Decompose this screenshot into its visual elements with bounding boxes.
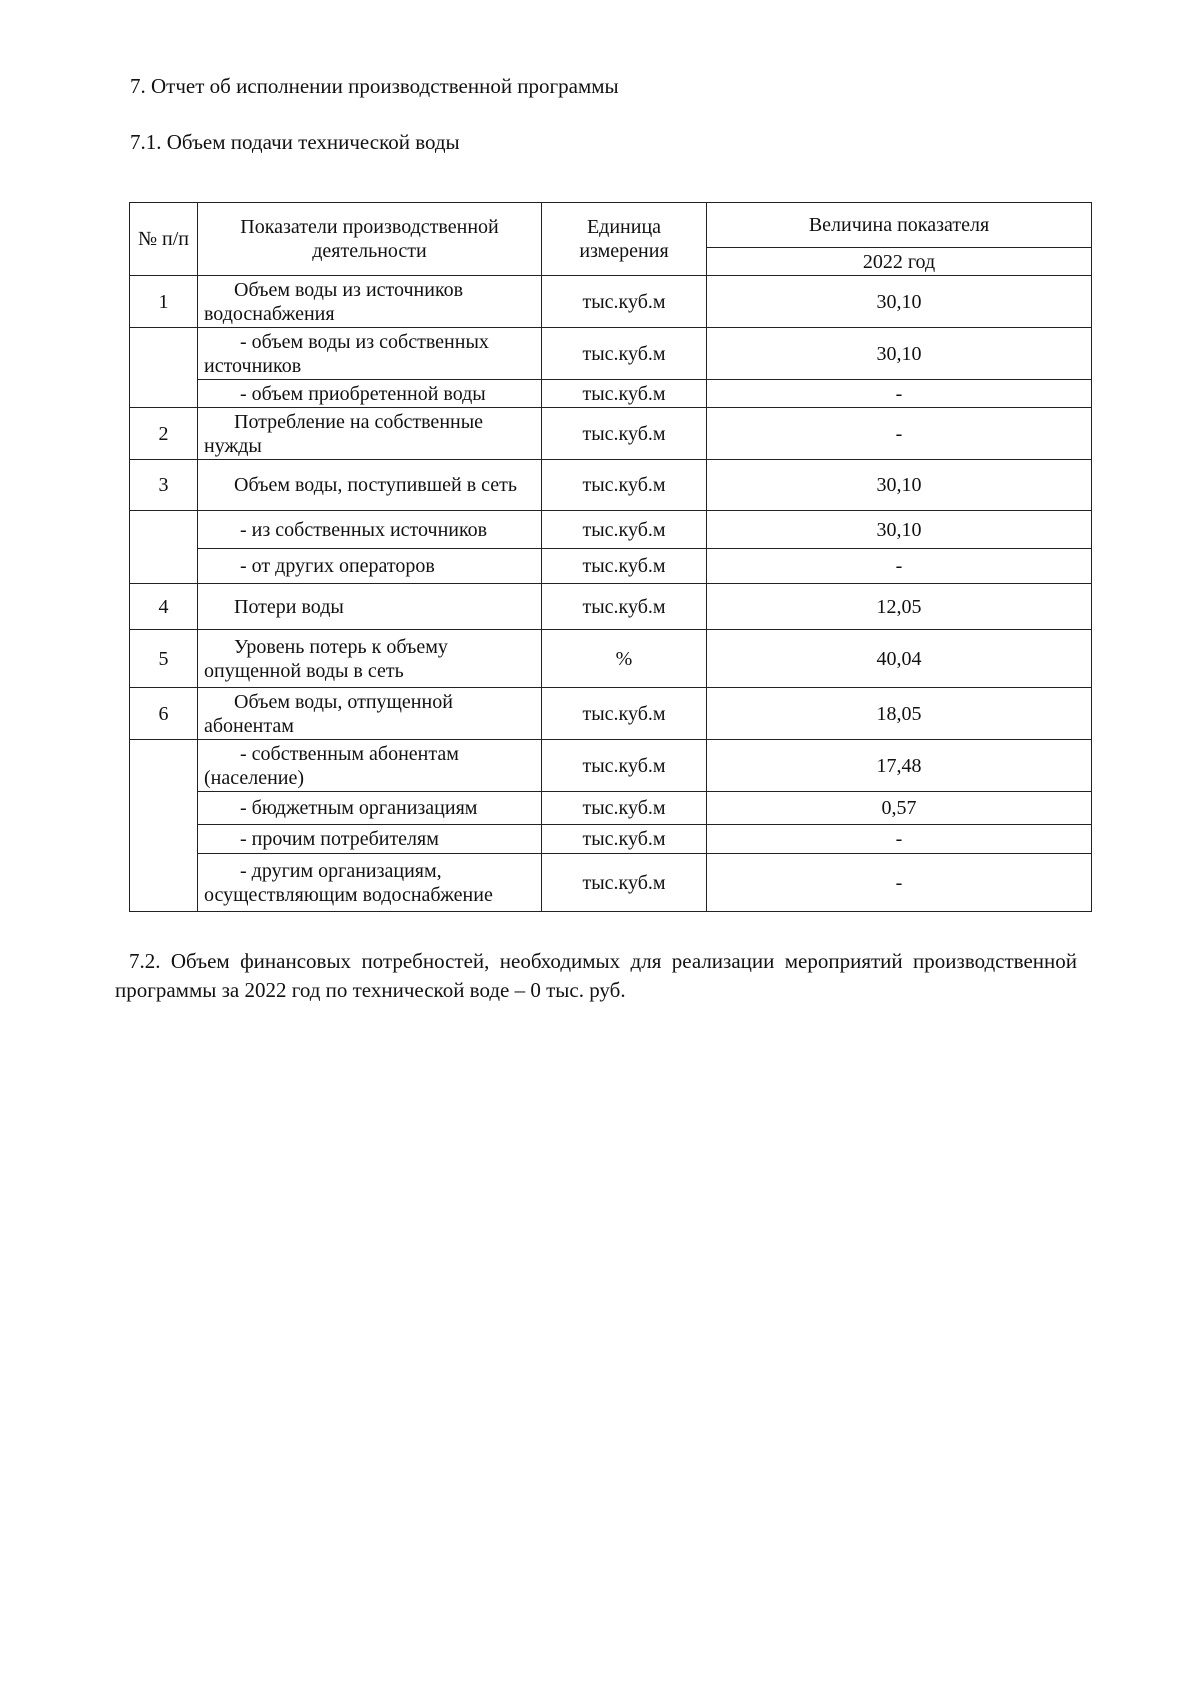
table-row [130, 380, 1092, 408]
row-indicator: - прочим потребителям [198, 825, 542, 854]
row-unit: тыс.куб.м [542, 740, 707, 792]
row-indicator: - объем воды из собственных источников [198, 328, 542, 380]
row-num [130, 511, 198, 584]
row-num: 1 [130, 276, 198, 328]
row-indicator: Объем воды, отпущенной абонентам [198, 688, 542, 740]
table-row [130, 792, 1092, 825]
row-unit: тыс.куб.м [542, 688, 707, 740]
table-row [130, 549, 1092, 584]
row-value: 30,10 [707, 276, 1092, 328]
row-unit: тыс.куб.м [542, 408, 707, 460]
subsection-heading: 7.1. Объем подачи технической воды [130, 130, 460, 154]
header-num: № п/п [130, 203, 198, 276]
row-num: 4 [130, 584, 198, 630]
row-num: 5 [130, 630, 198, 688]
table-row [130, 328, 1092, 380]
row-value: 17,48 [707, 740, 1092, 792]
row-unit: % [542, 630, 707, 688]
table-row [130, 688, 1092, 740]
table-row [130, 408, 1092, 460]
row-num [130, 740, 198, 912]
table-row [130, 511, 1092, 549]
row-unit: тыс.куб.м [542, 825, 707, 854]
row-num [130, 328, 198, 408]
row-value: 30,10 [707, 460, 1092, 511]
header-indicator: Показатели производственной деятельности [198, 203, 542, 276]
table-row [130, 630, 1092, 688]
row-indicator: - из собственных источников [198, 511, 542, 549]
table-row [130, 584, 1092, 630]
row-num: 2 [130, 408, 198, 460]
row-indicator: Потери воды [198, 584, 542, 630]
row-value: 30,10 [707, 511, 1092, 549]
row-unit: тыс.куб.м [542, 328, 707, 380]
row-value: 12,05 [707, 584, 1092, 630]
row-unit: тыс.куб.м [542, 584, 707, 630]
row-indicator: Потребление на собственные нужды [198, 408, 542, 460]
row-unit: тыс.куб.м [542, 380, 707, 408]
row-indicator: Уровень потерь к объему опущенной воды в сеть [198, 630, 542, 688]
table-row [130, 276, 1092, 328]
header-year: 2022 год [707, 248, 1092, 276]
row-value: 30,10 [707, 328, 1092, 380]
row-indicator: Объем воды, поступившей в сеть [198, 460, 542, 511]
table-row [130, 854, 1092, 912]
row-unit: тыс.куб.м [542, 276, 707, 328]
row-indicator: - от других операторов [198, 549, 542, 584]
row-num: 6 [130, 688, 198, 740]
production-report-table [129, 202, 1092, 912]
row-indicator: - бюджетным организациям [198, 792, 542, 825]
row-value: - [707, 825, 1092, 854]
header-value-group: Величина показателя [707, 203, 1092, 248]
section-heading: 7. Отчет об исполнении производственной программы [130, 74, 619, 98]
row-unit: тыс.куб.м [542, 854, 707, 912]
row-value: - [707, 549, 1092, 584]
row-value: - [707, 380, 1092, 408]
table-row [130, 740, 1092, 792]
row-indicator: Объем воды из источников водоснабжения [198, 276, 542, 328]
row-unit: тыс.куб.м [542, 511, 707, 549]
row-indicator: - объем приобретенной воды [198, 380, 542, 408]
row-unit: тыс.куб.м [542, 549, 707, 584]
row-value: 40,04 [707, 630, 1092, 688]
row-unit: тыс.куб.м [542, 792, 707, 825]
table-row [130, 460, 1092, 511]
row-value: - [707, 408, 1092, 460]
row-value: - [707, 854, 1092, 912]
row-num: 3 [130, 460, 198, 511]
header-unit: Единица измерения [542, 203, 707, 276]
row-indicator: - собственным абонентам (население) [198, 740, 542, 792]
financial-needs-paragraph: 7.2. Объем финансовых потребностей, необходимых для реализации мероприятий производственной программы за 2022 год по технической воде – 0 тыс. руб. [115, 949, 1077, 1002]
row-value: 18,05 [707, 688, 1092, 740]
table-row [130, 825, 1092, 854]
row-value: 0,57 [707, 792, 1092, 825]
row-unit: тыс.куб.м [542, 460, 707, 511]
row-indicator: - другим организациям, осуществляющим водоснабжение [198, 854, 542, 912]
